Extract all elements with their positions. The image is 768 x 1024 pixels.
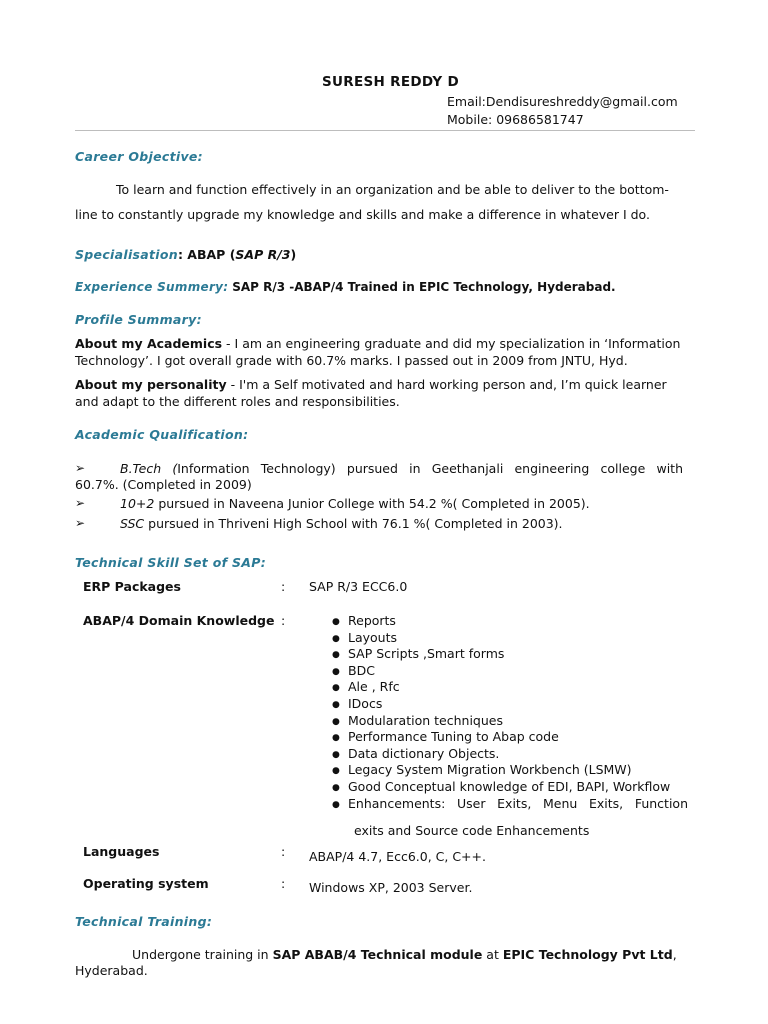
abap-label: ABAP/4 Domain Knowledge	[83, 613, 275, 628]
list-item: ● Reports	[330, 613, 700, 630]
personality-label: About my personality	[75, 377, 227, 392]
list-item: ● BDC	[330, 663, 700, 680]
arrow-bullet-icon: ➢	[75, 516, 86, 530]
abap-list-continuation: exits and Source code Enhancements	[354, 823, 590, 838]
list-item: ● IDocs	[330, 696, 700, 713]
personality-paragraph	[75, 377, 685, 410]
mobile-text: Mobile: 09686581747	[447, 112, 584, 127]
personality-text: - I'm a Self motivated and hard working person and, I’m quick learner and adapt to the different roles and responsibilities.	[75, 377, 667, 409]
academic-heading: Academic Qualification:	[75, 427, 249, 442]
erp-colon: :	[281, 579, 286, 594]
specialisation-prefix: : ABAP (	[177, 247, 236, 262]
os-colon: :	[281, 876, 286, 891]
email-text: Email:Dendisureshreddy@gmail.com	[447, 94, 678, 109]
list-item: ● Modularation techniques	[330, 713, 700, 730]
list-item: ● SAP Scripts ,Smart forms	[330, 646, 700, 663]
training-line2: Hyderabad.	[75, 963, 148, 978]
specialisation-heading: Specialisation	[75, 247, 178, 262]
experience-heading: Experience Summery:	[75, 280, 229, 294]
academic-item-ssc: SSC pursued in Thriveni High School with 76.1 %( Completed in 2003).	[120, 516, 563, 531]
skills-heading: Technical Skill Set of SAP:	[75, 555, 267, 570]
academic-item-btech: B.Tech (Information Technology) pursued in Geethanjali engineering college with	[120, 461, 683, 476]
abap-colon: :	[281, 613, 286, 628]
abap-skills-list	[330, 613, 700, 812]
header-divider	[75, 130, 695, 131]
candidate-name: SURESH REDDY D	[322, 74, 459, 90]
specialisation-suffix: )	[290, 247, 297, 262]
career-objective-line1: To learn and function effectively in an organization and be able to deliver to the bottom-	[116, 182, 669, 197]
training-line1: Undergone training in SAP ABAB/4 Technical module at EPIC Technology Pvt Ltd,	[132, 947, 677, 962]
profile-summary-heading: Profile Summary:	[75, 312, 202, 327]
os-label: Operating system	[83, 876, 209, 891]
career-objective-heading: Career Objective:	[75, 149, 203, 164]
specialisation-line	[75, 247, 296, 262]
arrow-bullet-icon: ➢	[75, 461, 86, 475]
list-item: ● Layouts	[330, 630, 700, 647]
arrow-bullet-icon: ➢	[75, 496, 86, 510]
career-objective-line2: line to constantly upgrade my knowledge and skills and make a difference in whatever I do.	[75, 207, 650, 222]
list-item: ● Good Conceptual knowledge of EDI, BAPI, Workflow	[330, 779, 700, 796]
languages-label: Languages	[83, 844, 160, 859]
academics-paragraph	[75, 336, 685, 369]
languages-value: ABAP/4 4.7, Ecc6.0, C, C++.	[309, 849, 486, 864]
experience-value: SAP R/3 -ABAP/4 Trained in EPIC Technology, Hyderabad.	[232, 280, 616, 294]
academics-text: - I am an engineering graduate and did my specialization in ‘Information Technology’. I got overall grade with 60.7% marks. I passed out in 2009 from JNTU, Hyd.	[75, 336, 681, 368]
academics-label: About my Academics	[75, 336, 223, 351]
list-item: ● Enhancements: User Exits, Menu Exits, Function	[330, 796, 688, 813]
list-item: ● Ale , Rfc	[330, 679, 700, 696]
experience-line	[75, 280, 616, 294]
academic-item-btech-line2: 60.7%. (Completed in 2009)	[75, 477, 252, 492]
languages-colon: :	[281, 844, 286, 859]
os-value: Windows XP, 2003 Server.	[309, 880, 473, 895]
specialisation-italic: SAP R/3	[235, 247, 291, 262]
academic-item-12: 10+2 pursued in Naveena Junior College with 54.2 %( Completed in 2005).	[120, 496, 590, 511]
list-item: ● Legacy System Migration Workbench (LSMW)	[330, 762, 700, 779]
erp-value: SAP R/3 ECC6.0	[309, 579, 408, 594]
training-heading: Technical Training:	[75, 914, 213, 929]
erp-label: ERP Packages	[83, 579, 181, 594]
btech-label: B.Tech (	[120, 461, 178, 476]
list-item: ● Performance Tuning to Abap code	[330, 729, 700, 746]
list-item: ● Data dictionary Objects.	[330, 746, 700, 763]
